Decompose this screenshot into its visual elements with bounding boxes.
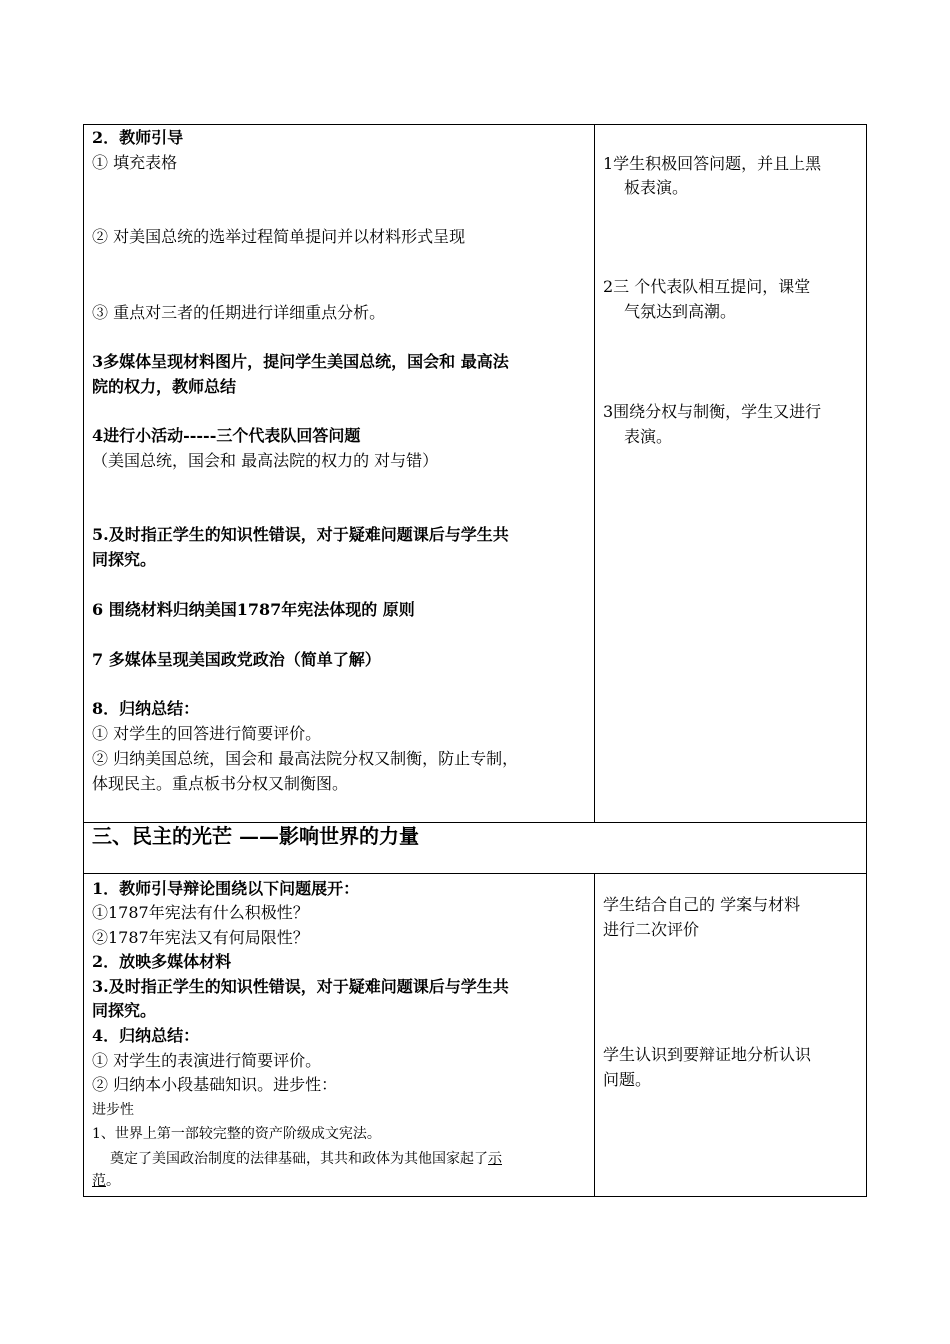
progress-point-1-detail: 奠定了美国政治制度的法律基础，其共和政体为其他国家起了示	[110, 1151, 502, 1167]
step-5-line-2: 同探究。	[92, 550, 157, 569]
section-title: 三、民主的光芒 ——影响世界的力量	[92, 824, 419, 848]
student-evaluation-line-2: 进行二次评价	[603, 920, 700, 939]
student-activity-cell-2	[595, 874, 866, 1196]
debate-step-4-heading: 4．归纳总结：	[92, 1026, 200, 1045]
example-word-start: 示	[488, 1151, 502, 1167]
debate-heading: 1．教师引导辩论围绕以下问题展开：	[92, 879, 360, 898]
step-8-item-1: ① 对学生的回答进行简要评价。	[92, 724, 322, 743]
step-8-heading: 8．归纳总结：	[92, 699, 200, 718]
student-note-2-line-1: 2三 个代表队相互提问，课堂	[603, 277, 811, 296]
progress-label: 进步性	[92, 1102, 134, 1118]
student-note-3-line-1: 3围绕分权与制衡，学生又进行	[603, 402, 822, 421]
step-6: 6 围绕材料归纳美国1787年宪法体现的 原则	[92, 600, 415, 619]
student-note-3-line-2: 表演。	[624, 427, 673, 446]
debate-step-3-line-2: 同探究。	[92, 1001, 157, 1020]
step-8-item-2-cont: 体现民主。重点板书分权又制衡图。	[92, 774, 349, 793]
student-evaluation-line-1: 学生结合自己的 学案与材料	[603, 895, 801, 914]
step-2-item-1: ① 填充表格	[92, 153, 178, 172]
step-7: 7 多媒体呈现美国政党政治（简单了解）	[92, 650, 381, 669]
step-8-item-2: ② 归纳美国总统，国会和 最高法院分权又制衡，防止专制，	[92, 749, 519, 768]
student-reflection-line-2: 问题。	[603, 1070, 652, 1089]
teaching-process-row	[83, 124, 867, 822]
debate-step-2: 2．放映多媒体材料	[92, 952, 232, 971]
teacher-activity-cell	[84, 125, 595, 822]
step-5-line-1: 5.及时指正学生的知识性错误，对于疑难问题课后与学生共	[92, 525, 509, 544]
step-4-line-2: （美国总统，国会和 最高法院的权力的 对与错）	[92, 451, 439, 470]
teacher-activity-cell-2	[84, 874, 595, 1196]
student-note-1-line-2: 板表演。	[624, 178, 689, 197]
debate-question-1: ①1787年宪法有什么积极性？	[92, 903, 309, 922]
student-note-2-line-2: 气氛达到高潮。	[624, 302, 737, 321]
student-note-1-line-1: 1学生积极回答问题，并且上黑	[603, 154, 822, 173]
debate-question-2: ②1787年宪法又有何局限性？	[92, 928, 309, 947]
step-2-item-3: ③ 重点对三者的任期进行详细重点分析。	[92, 303, 386, 322]
debate-row	[83, 873, 867, 1197]
debate-step-4-item-1: ① 对学生的表演进行简要评价。	[92, 1051, 322, 1070]
step-3-line-2: 院的权力，教师总结	[92, 377, 237, 396]
step-3-line-1: 3多媒体呈现材料图片，提问学生美国总统，国会和 最高法	[92, 352, 509, 371]
debate-step-4-item-2: ② 归纳本小段基础知识。进步性：	[92, 1075, 338, 1094]
example-word-end: 范	[92, 1173, 106, 1189]
lesson-plan-table	[83, 124, 867, 1197]
student-activity-cell	[595, 125, 866, 822]
step-4-line-1: 4进行小活动-----三个代表队回答问题	[92, 426, 361, 445]
section-title-row	[83, 822, 867, 873]
step-2-item-2: ② 对美国总统的选举过程简单提问并以材料形式呈现	[92, 227, 466, 246]
student-reflection-line-1: 学生认识到要辩证地分析认识	[603, 1045, 812, 1064]
progress-point-1: 1、世界上第一部较完整的资产阶级成文宪法。	[92, 1126, 381, 1142]
progress-point-1-detail-cont: 范。	[92, 1173, 120, 1189]
debate-step-3-line-1: 3.及时指正学生的知识性错误，对于疑难问题课后与学生共	[92, 977, 509, 996]
step-2-heading: 2．教师引导	[92, 128, 184, 147]
